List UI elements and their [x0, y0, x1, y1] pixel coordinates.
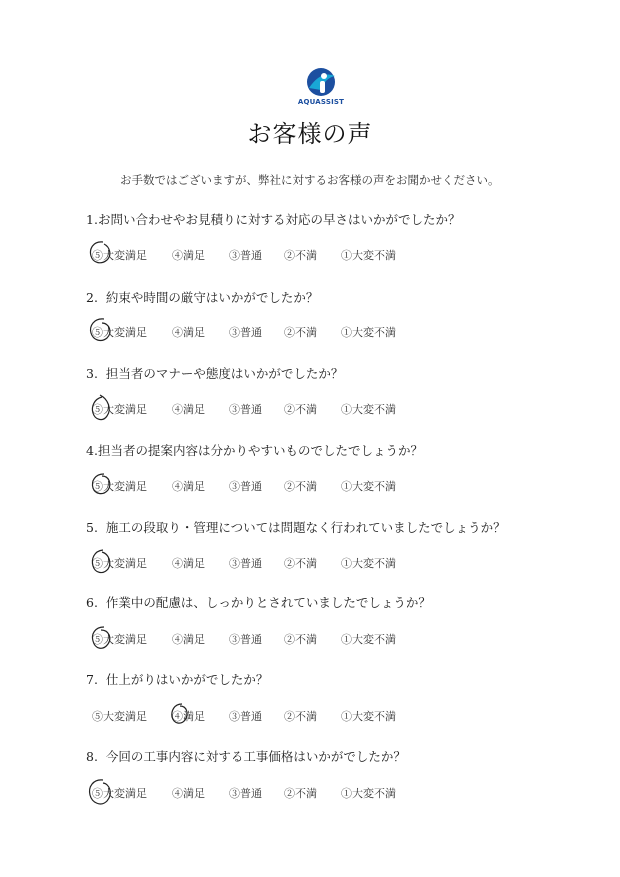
option-neutral[interactable]: ③普通 — [229, 326, 262, 339]
question-4 — [86, 441, 546, 459]
question-number: 2. — [86, 290, 98, 305]
option-neutral[interactable]: ③普通 — [229, 557, 262, 570]
option-very-satisfied[interactable]: ⑤大変満足 — [92, 249, 147, 262]
question-text: 仕上がりはいかがでしたか？ — [105, 672, 269, 687]
answer-options-7 — [92, 708, 422, 726]
option-dissatisfied[interactable]: ②不満 — [284, 633, 317, 646]
option-satisfied[interactable]: ④満足 — [172, 403, 205, 416]
question-number: 1. — [86, 212, 98, 227]
option-very-dissatisfied[interactable]: ①大変不満 — [341, 249, 396, 262]
option-satisfied[interactable]: ④満足 — [172, 633, 205, 646]
option-very-dissatisfied[interactable]: ①大変不満 — [341, 480, 396, 493]
answer-options-8 — [92, 785, 422, 803]
option-neutral[interactable]: ③普通 — [229, 403, 262, 416]
question-text: 今回の工事内容に対する工事価格はいかがでしたか？ — [105, 749, 406, 764]
question-number: 6. — [86, 595, 98, 610]
option-very-satisfied[interactable]: ⑤大変満足 — [92, 710, 147, 723]
option-very-dissatisfied[interactable]: ①大変不満 — [341, 403, 396, 416]
logo-text: AQUASSIST — [297, 98, 345, 106]
question-text: 担当者の提案内容は分かりやすいものでしたでしょうか？ — [97, 443, 423, 458]
question-text: 担当者のマナーや態度はいかがでしたか？ — [105, 366, 344, 381]
option-dissatisfied[interactable]: ②不満 — [284, 403, 317, 416]
option-very-satisfied[interactable]: ⑤大変満足 — [92, 633, 147, 646]
question-number: 3. — [86, 366, 98, 381]
option-neutral[interactable]: ③普通 — [229, 787, 262, 800]
answer-options-1 — [92, 247, 422, 265]
question-2 — [86, 288, 546, 306]
option-very-satisfied[interactable]: ⑤大変満足 — [92, 557, 147, 570]
option-satisfied[interactable]: ④満足 — [172, 326, 205, 339]
option-very-dissatisfied[interactable]: ①大変不満 — [341, 557, 396, 570]
option-dissatisfied[interactable]: ②不満 — [284, 249, 317, 262]
answer-options-4 — [92, 478, 422, 496]
question-1 — [86, 210, 546, 228]
question-number: 8. — [86, 749, 98, 764]
question-6 — [86, 593, 546, 611]
option-neutral[interactable]: ③普通 — [229, 480, 262, 493]
option-very-satisfied[interactable]: ⑤大変満足 — [92, 326, 147, 339]
question-7 — [86, 670, 546, 688]
question-text: 施工の段取り・管理については問題なく行われていましたでしょうか？ — [105, 520, 506, 535]
question-text: 作業中の配慮は、しっかりとされていましたでしょうか？ — [105, 595, 431, 610]
question-5 — [86, 518, 546, 536]
option-neutral[interactable]: ③普通 — [229, 633, 262, 646]
option-dissatisfied[interactable]: ②不満 — [284, 326, 317, 339]
question-number: 7. — [86, 672, 98, 687]
option-very-dissatisfied[interactable]: ①大変不満 — [341, 710, 396, 723]
intro-text: お手数ではございますが、弊社に対するお客様の声をお聞かせください。 — [120, 173, 500, 187]
option-very-satisfied[interactable]: ⑤大変満足 — [92, 787, 147, 800]
page-title: お客様の声 — [247, 120, 373, 148]
option-satisfied[interactable]: ④満足 — [172, 787, 205, 800]
question-3 — [86, 364, 546, 382]
option-very-satisfied[interactable]: ⑤大変満足 — [92, 403, 147, 416]
company-logo — [291, 66, 351, 110]
question-number: 5. — [86, 520, 98, 535]
question-text: 約束や時間の厳守はいかがでしたか？ — [105, 290, 319, 305]
option-neutral[interactable]: ③普通 — [229, 249, 262, 262]
option-dissatisfied[interactable]: ②不満 — [284, 787, 317, 800]
question-8 — [86, 747, 546, 765]
answer-options-3 — [92, 401, 422, 419]
option-satisfied[interactable]: ④満足 — [172, 710, 205, 723]
logo-mark-icon — [291, 66, 351, 100]
question-number: 4. — [86, 443, 98, 458]
option-dissatisfied[interactable]: ②不満 — [284, 480, 317, 493]
answer-options-2 — [92, 324, 422, 342]
option-dissatisfied[interactable]: ②不満 — [284, 710, 317, 723]
option-satisfied[interactable]: ④満足 — [172, 480, 205, 493]
answer-options-5 — [92, 555, 422, 573]
option-dissatisfied[interactable]: ②不満 — [284, 557, 317, 570]
option-very-dissatisfied[interactable]: ①大変不満 — [341, 633, 396, 646]
option-neutral[interactable]: ③普通 — [229, 710, 262, 723]
answer-options-6 — [92, 631, 422, 649]
option-very-satisfied[interactable]: ⑤大変満足 — [92, 480, 147, 493]
option-very-dissatisfied[interactable]: ①大変不満 — [341, 787, 396, 800]
question-text: お問い合わせやお見積りに対する対応の早さはいかがでしたか？ — [97, 212, 461, 227]
option-satisfied[interactable]: ④満足 — [172, 249, 205, 262]
option-satisfied[interactable]: ④満足 — [172, 557, 205, 570]
option-very-dissatisfied[interactable]: ①大変不満 — [341, 326, 396, 339]
